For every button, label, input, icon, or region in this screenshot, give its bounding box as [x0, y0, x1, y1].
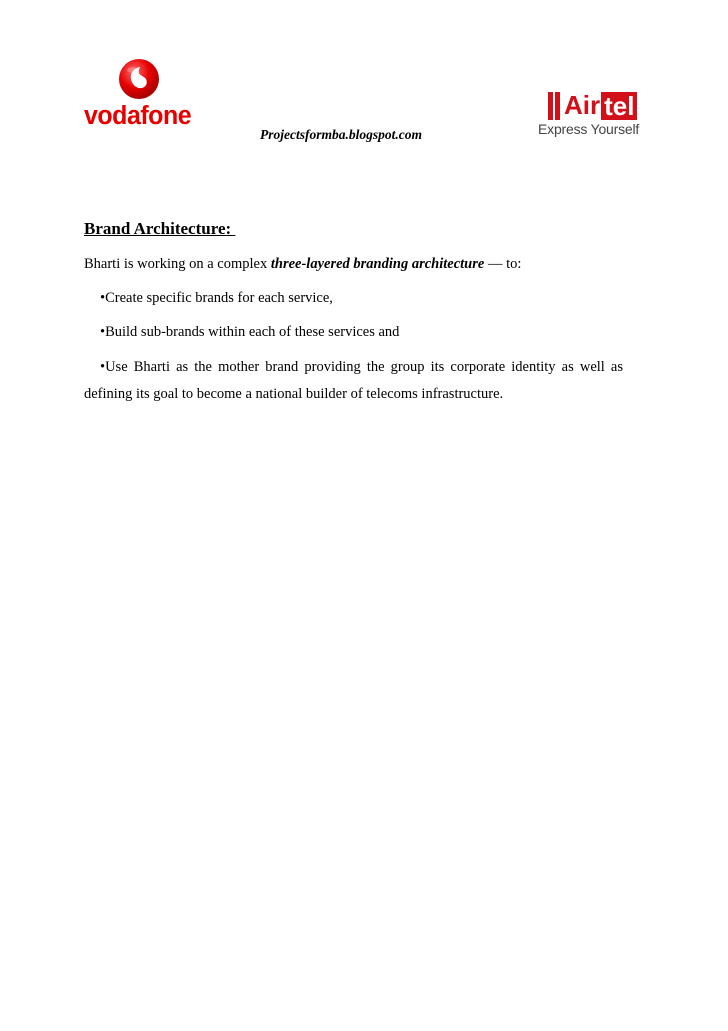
bullet-item: •Use Bharti as the mother brand providing the group its corporate identity as well as	[100, 359, 623, 375]
intro-emphasis: three-layered branding architecture	[270, 256, 485, 272]
site-url: Projectsformba.blogspot.com	[260, 127, 422, 142]
intro-prefix: Bharti is working on a complex	[84, 256, 271, 272]
airtel-wordmark	[564, 90, 637, 120]
bullet-item: •Build sub-brands within each of these services and	[100, 324, 400, 340]
airtel-air-text: Air	[564, 90, 601, 120]
vodafone-logo	[84, 58, 194, 134]
bullet-item: •Create specific brands for each service,	[100, 290, 333, 306]
airtel-logo	[538, 90, 648, 140]
intro-suffix: — to:	[484, 256, 522, 272]
section-heading: Brand Architecture:	[84, 219, 236, 238]
airtel-tel-text: tel	[601, 92, 637, 120]
airtel-tagline: Express Yourself	[538, 121, 640, 137]
vodafone-wordmark: vodafone	[84, 100, 192, 131]
airtel-mark-icon	[548, 92, 562, 120]
vodafone-speechmark-icon	[118, 58, 160, 100]
intro-paragraph	[84, 255, 521, 273]
bullet-continuation: defining its goal to become a national builder of telecoms infrastructure.	[84, 386, 504, 402]
